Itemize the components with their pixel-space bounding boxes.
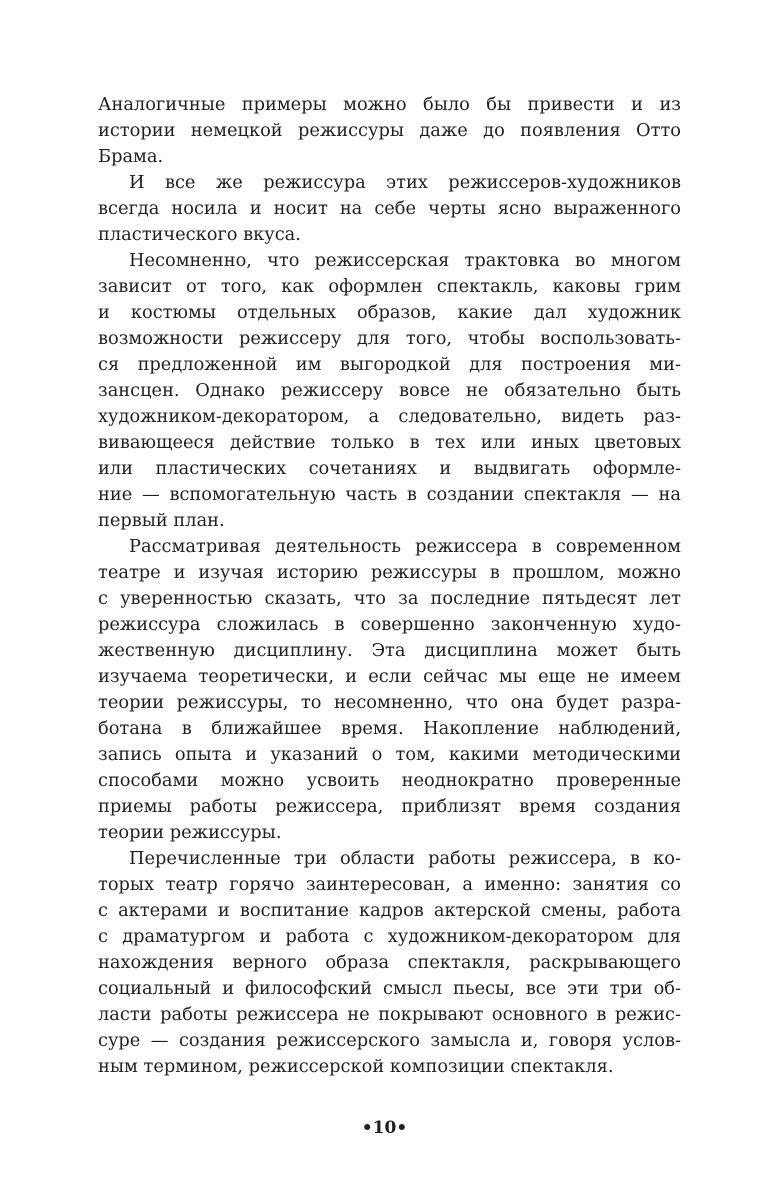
text-line: ние — вспомогательную часть в создании спектакля — на [98, 484, 681, 505]
text-line: приемы работы режиссера, приблизят время создания [98, 796, 681, 817]
paragraph-3 [98, 248, 681, 534]
text-line: торых театр горячо заинтересован, а именно: занятия со [98, 874, 681, 895]
paragraph-1 [98, 92, 681, 170]
text-line: пластического вкуса. [98, 224, 301, 245]
paragraph-4 [98, 534, 681, 846]
text-line: с уверенностью сказать, что за последние пятьдесят лет [98, 588, 681, 609]
text-line: нахождения верного образа спектакля, раскрывающего [98, 952, 681, 973]
text-line: ласти работы режиссера не покрывают основного в режис- [98, 1004, 681, 1025]
text-line: режиссура сложилась в совершенно законченную худо- [98, 614, 681, 635]
text-line: жественную дисциплину. Эта дисциплина может быть [98, 640, 681, 661]
page-number: •10• [361, 1118, 408, 1138]
text-line: Несомненно, что режиссерская трактовка во многом [129, 250, 681, 271]
text-line: теории режиссуры. [98, 822, 282, 843]
text-line: Брама. [98, 146, 164, 167]
body-text [98, 92, 681, 1080]
text-line: первый план. [98, 510, 225, 531]
text-line: истории немецкой режиссуры даже до появления Отто [98, 120, 681, 141]
text-line: ным термином, режиссерской композиции спектакля. [98, 1056, 614, 1077]
text-line: социальный и философский смысл пьесы, все эти три об- [98, 978, 681, 999]
text-line: театре и изучая историю режиссуры в прошлом, можно [98, 562, 681, 583]
text-line: зансцен. Однако режиссеру вовсе не обязательно быть [98, 380, 681, 401]
text-line: вивающееся действие только в тех или иных цветовых [98, 432, 681, 453]
text-line: или пластических сочетаниях и выдвигать оформле- [98, 458, 681, 479]
text-line: с актерами и воспитание кадров актерской смены, работа [98, 900, 681, 921]
text-line: всегда носила и носит на себе черты ясно выраженного [98, 198, 681, 219]
text-line: ся предложенной им выгородкой для построения ми- [98, 354, 681, 375]
text-line: И все же режиссура этих режиссеров-художников [129, 172, 681, 193]
text-line: возможности режиссеру для того, чтобы воспользовать- [98, 328, 681, 349]
text-line: и костюмы отдельных образов, какие дал художник [98, 302, 681, 323]
paragraph-2 [98, 170, 681, 248]
text-line: Перечисленные три области работы режиссера, в ко- [129, 848, 681, 869]
text-line: ботана в ближайшее время. Накопление наблюдений, [98, 718, 681, 739]
text-line: теории режиссуры, то несомненно, что она будет разра- [98, 692, 681, 713]
text-line: запись опыта и указаний о том, какими методическими [98, 744, 681, 765]
text-line: Аналогичные примеры можно было бы привести и из [98, 94, 681, 115]
text-line: художником-декоратором, а следовательно, видеть раз- [98, 406, 681, 427]
text-line: Рассматривая деятельность режиссера в современном [129, 536, 681, 557]
text-line: изучаема теоретически, и если сейчас мы еще не имеем [98, 666, 681, 687]
text-line: зависит от того, как оформлен спектакль, каковы грим [98, 276, 681, 297]
text-line: способами можно усвоить неоднократно проверенные [98, 770, 681, 791]
text-line: с драматургом и работа с художником-декоратором для [98, 926, 681, 947]
text-line: суре — создания режиссерского замысла и, говоря услов- [98, 1030, 681, 1051]
paragraph-5 [98, 846, 681, 1080]
